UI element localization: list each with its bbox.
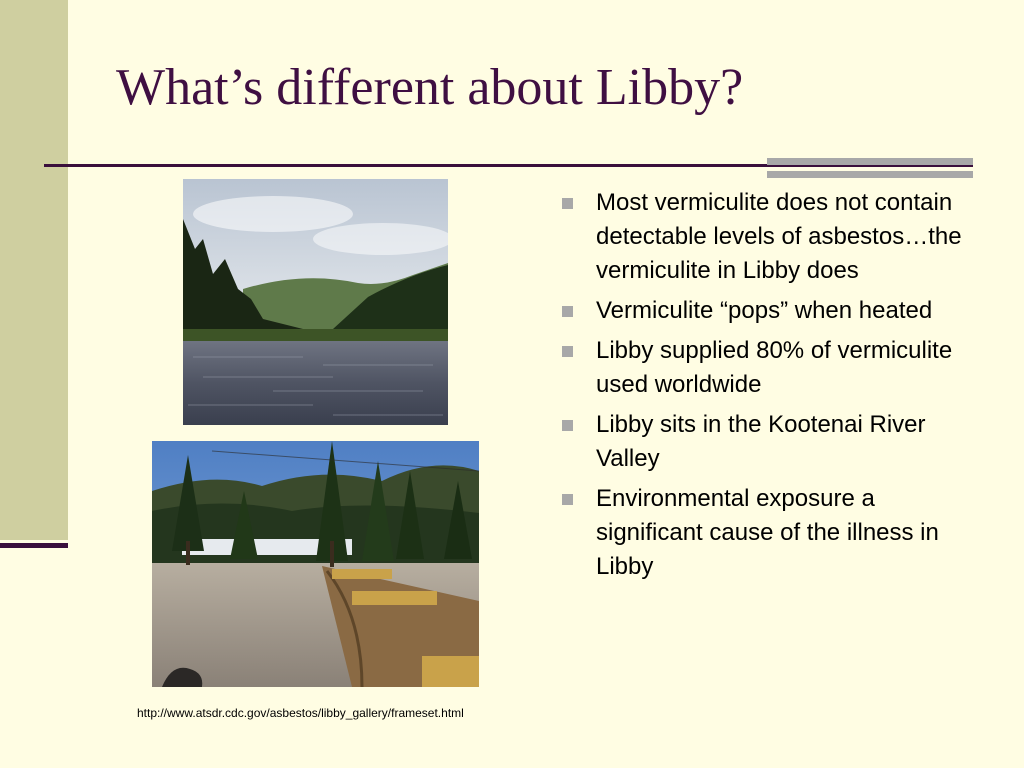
source-link[interactable]: http://www.atsdr.cdc.gov/asbestos/libby_gallery/frameset.html (137, 706, 464, 720)
bullet-item (560, 294, 970, 328)
left-accent-line (0, 543, 68, 548)
bullet-item (560, 334, 970, 402)
square-bullet-icon (562, 198, 573, 209)
bullet-text: Environmental exposure a significant cause of the illness in Libby (596, 485, 939, 580)
bullet-item (560, 482, 970, 584)
square-bullet-icon (562, 346, 573, 357)
slide-title: What’s different about Libby? (116, 59, 744, 116)
bullet-text: Libby supplied 80% of vermiculite used worldwide (596, 337, 953, 398)
bullet-text: Vermiculite “pops” when heated (596, 297, 933, 324)
bullet-item (560, 408, 970, 476)
lake-photo (183, 179, 448, 425)
bullet-text: Libby sits in the Kootenai River Valley (596, 411, 926, 472)
left-decorative-bar (0, 0, 68, 540)
bullet-item (560, 186, 970, 288)
square-bullet-icon (562, 420, 573, 431)
site-photo (152, 441, 479, 687)
bullet-text: Most vermiculite does not contain detectable levels of asbestos…the vermiculite in Libby does (596, 189, 962, 284)
square-bullet-icon (562, 494, 573, 505)
accent-gray-bar-top (767, 158, 973, 165)
bullet-list (560, 186, 970, 590)
square-bullet-icon (562, 306, 573, 317)
accent-gray-bar-bottom (767, 171, 973, 178)
